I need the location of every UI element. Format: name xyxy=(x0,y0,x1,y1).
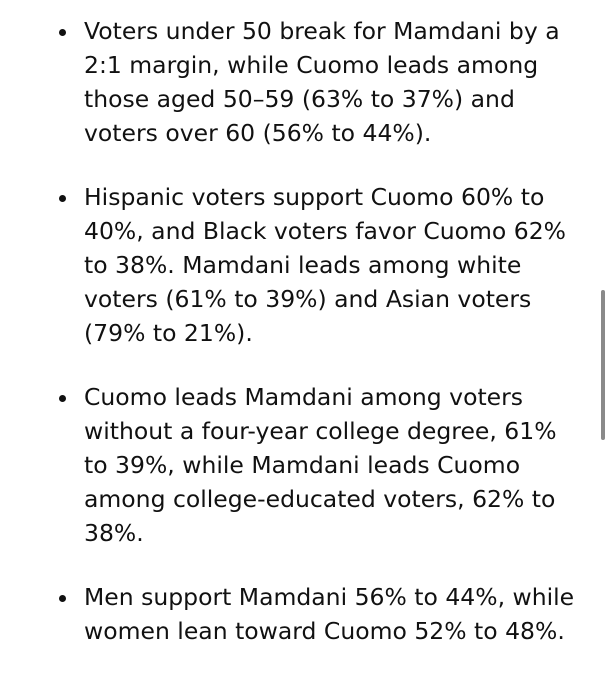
bullet-text: Hispanic voters support Cuomo 60% to 40%, and Black voters favor Cuomo 62% to 38%. Mamdani leads among white voters (61% to 39%) and Asian voters (79% to 21%). xyxy=(84,183,566,347)
bullet-icon xyxy=(59,195,66,202)
bullet-text: Cuomo leads Mamdani among voters without a four-year college degree, 61% to 39%, while Mamdani leads Cuomo among college-educated voters, 62% to 38%. xyxy=(84,383,557,547)
bullet-text: Voters under 50 break for Mamdani by a 2:1 margin, while Cuomo leads among those aged 50–59 (63% to 37%) and voters over 60 (56% to 44%). xyxy=(84,17,560,147)
bullet-icon xyxy=(59,29,66,36)
list-item xyxy=(0,580,600,648)
bullet-list xyxy=(0,14,600,648)
list-item xyxy=(0,14,600,150)
list-item xyxy=(0,180,600,350)
bullet-icon xyxy=(59,395,66,402)
bullet-text: Men support Mamdani 56% to 44%, while women lean toward Cuomo 52% to 48%. xyxy=(84,583,575,645)
bullet-icon xyxy=(59,595,66,602)
scrollbar[interactable] xyxy=(601,290,605,440)
list-item xyxy=(0,380,600,550)
